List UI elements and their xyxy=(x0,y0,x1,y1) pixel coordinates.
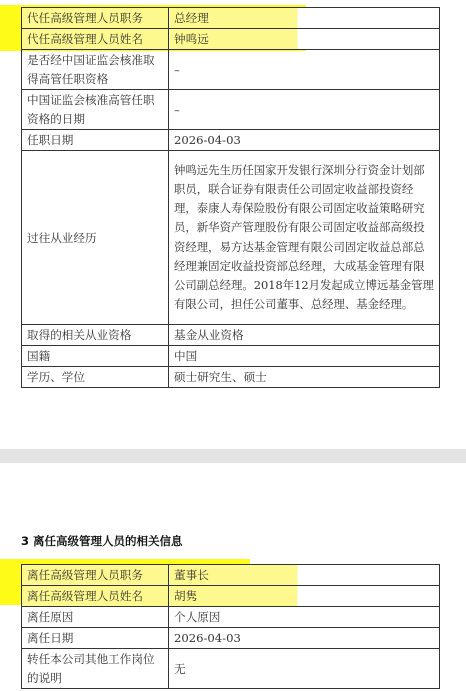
table-row xyxy=(22,565,440,586)
departing-manager-table xyxy=(21,564,440,689)
row-value: 董事长 xyxy=(169,565,440,586)
career-history-text: 钟鸣远先生历任国家开发银行深圳分行资金计划部职员，联合证券有限责任公司固定收益部投资经理，泰康人寿保险股份有限公司固定收益策略研究员，新华资产管理股份有限公司固定收益部高级投资经理，易方达基金管理有限公司固定收益总部总经理兼固定收益投资部总经理，大成基金管理有限公司副总经理。2018年12月发起成立博远基金管理有限公司，担任公司董事、总经理、基金经理。 xyxy=(169,151,440,325)
row-label: 离任高级管理人员姓名 xyxy=(22,586,169,607)
row-value: 基金从业资格 xyxy=(169,325,440,346)
row-label: 是否经中国证监会核准取得高管任职资格 xyxy=(22,50,169,90)
table-row xyxy=(22,90,440,130)
row-label: 转任本公司其他工作岗位的说明 xyxy=(22,649,169,689)
row-label: 离任高级管理人员职务 xyxy=(22,565,169,586)
row-value: 钟鸣远 xyxy=(169,29,440,50)
acting-manager-table xyxy=(21,7,440,388)
row-value: – xyxy=(169,50,440,90)
table-row xyxy=(22,50,440,90)
table-row xyxy=(22,8,440,29)
table-row xyxy=(22,607,440,628)
table-row xyxy=(22,130,440,151)
page-gap xyxy=(0,449,466,463)
bottom-page xyxy=(0,463,466,691)
row-label: 国籍 xyxy=(22,346,169,367)
row-value: 硕士研究生、硕士 xyxy=(169,367,440,388)
row-value: 2026-04-03 xyxy=(169,628,440,649)
row-value: 个人原因 xyxy=(169,607,440,628)
row-label: 中国证监会核准高管任职资格的日期 xyxy=(22,90,169,130)
table-row xyxy=(22,367,440,388)
row-value: 总经理 xyxy=(169,8,440,29)
row-value: 中国 xyxy=(169,346,440,367)
table-row xyxy=(22,325,440,346)
row-label: 任职日期 xyxy=(22,130,169,151)
row-label: 学历、学位 xyxy=(22,367,169,388)
row-value: – xyxy=(169,90,440,130)
row-value: 胡隽 xyxy=(169,586,440,607)
row-label: 离任日期 xyxy=(22,628,169,649)
row-label: 取得的相关从业资格 xyxy=(22,325,169,346)
row-label: 过往从业经历 xyxy=(22,151,169,325)
row-value: 2026-04-03 xyxy=(169,130,440,151)
table-row xyxy=(22,649,440,689)
table-row xyxy=(22,586,440,607)
row-label: 离任原因 xyxy=(22,607,169,628)
row-label: 代任高级管理人员职务 xyxy=(22,8,169,29)
table-row xyxy=(22,346,440,367)
table-row xyxy=(22,151,440,325)
section-title: 3 离任高级管理人员的相关信息 xyxy=(21,534,183,548)
table-row xyxy=(22,628,440,649)
row-value: 无 xyxy=(169,649,440,689)
row-label: 代任高级管理人员姓名 xyxy=(22,29,169,50)
table-row xyxy=(22,29,440,50)
